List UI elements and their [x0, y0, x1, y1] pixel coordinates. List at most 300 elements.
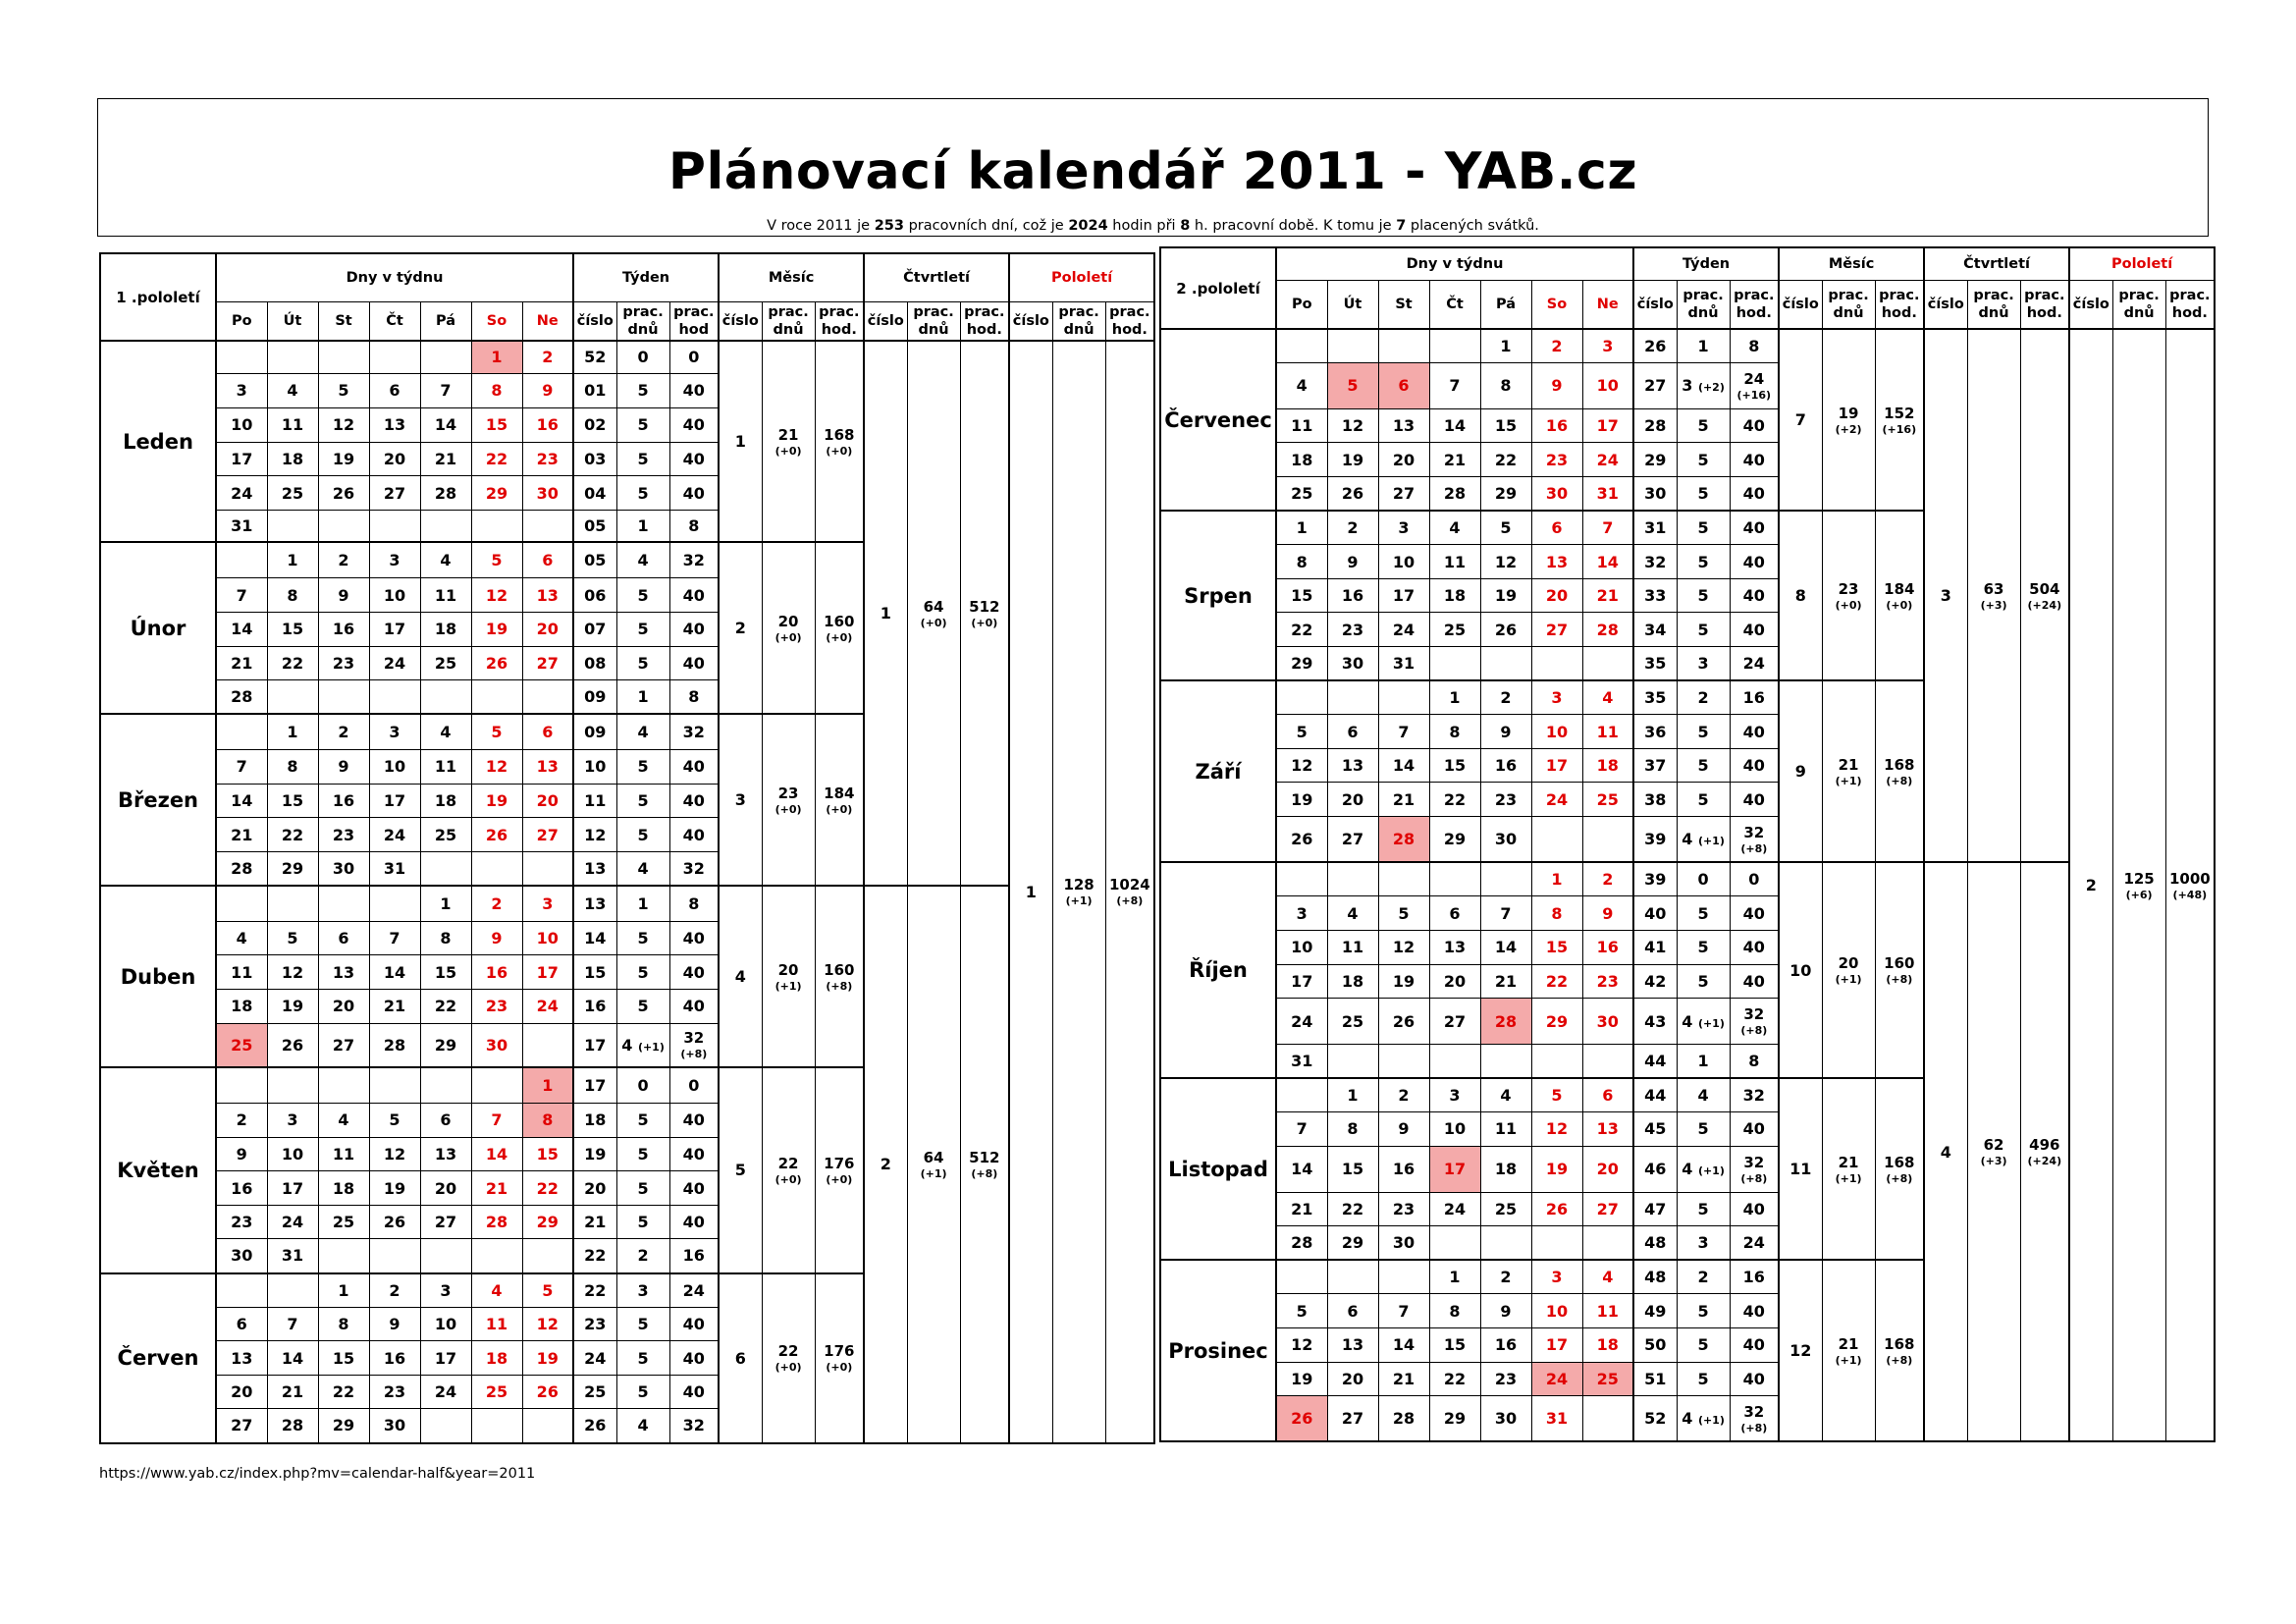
day-cell: 21	[1378, 1362, 1429, 1396]
empty-day-cell	[420, 341, 471, 373]
empty-day-cell	[318, 1067, 369, 1103]
day-cell: 30	[216, 1239, 267, 1273]
month-work-days	[762, 341, 815, 542]
week-number: 48	[1633, 1260, 1677, 1294]
month-work-days-diff: (+1)	[1835, 774, 1862, 787]
header-day-Pá: Pá	[420, 301, 471, 341]
header-prac: prac.	[1058, 303, 1099, 320]
week-work-hours: 0	[669, 1067, 719, 1103]
day-cell: 21	[1480, 964, 1531, 999]
empty-day-cell	[267, 886, 318, 921]
day-cell: 8	[267, 578, 318, 613]
header-number: číslo	[2069, 280, 2112, 329]
day-cell: 5	[369, 1104, 420, 1138]
day-cell: 24	[420, 1375, 471, 1409]
day-cell: 7	[1582, 511, 1633, 545]
week-work-days	[1677, 862, 1730, 896]
week-work-days	[1677, 1327, 1730, 1362]
day-cell: 4	[1582, 680, 1633, 715]
month-work-hours	[815, 542, 864, 714]
week-number: 14	[573, 921, 616, 955]
header-number: číslo	[1924, 280, 1967, 329]
day-cell: 11	[216, 955, 267, 990]
day-cell: 18	[1582, 1327, 1633, 1362]
header-hod: hod.	[1111, 321, 1148, 338]
day-cell: 6	[522, 714, 573, 749]
week-number: 23	[573, 1307, 616, 1341]
week-number: 17	[573, 1023, 616, 1067]
day-cell: 3	[420, 1273, 471, 1308]
half-work-days-diff: (+1)	[1065, 894, 1093, 908]
header-hod: hod.	[966, 321, 1002, 338]
day-cell: 12	[1327, 408, 1378, 443]
month-work-hours-value: 160	[824, 612, 855, 630]
half-work-days-value: 125	[2123, 869, 2155, 888]
day-cell: 12	[1480, 545, 1531, 579]
day-cell: 18	[1276, 443, 1327, 477]
day-cell: 26	[1480, 613, 1531, 647]
day-cell: 10	[420, 1307, 471, 1341]
header-day-Po: Po	[1276, 280, 1327, 329]
week-work-hours: 40	[669, 1104, 719, 1138]
week-work-hours: 40	[669, 646, 719, 680]
day-cell: 3	[267, 1104, 318, 1138]
day-cell: 16	[1378, 1146, 1429, 1192]
day-cell: 1	[420, 886, 471, 921]
day-cell: 21	[216, 818, 267, 852]
day-cell: 19	[1276, 1362, 1327, 1396]
day-cell: 13	[318, 955, 369, 990]
day-cell: 6	[1327, 1294, 1378, 1328]
day-cell: 1	[1480, 329, 1531, 363]
quarter-number: 1	[864, 341, 907, 886]
month-number: 3	[719, 714, 762, 886]
day-cell: 19	[1531, 1146, 1582, 1192]
quarter-number: 2	[864, 886, 907, 1443]
day-cell: 5	[1276, 715, 1327, 749]
empty-day-cell	[1378, 329, 1429, 363]
header-work-hours	[1875, 280, 1924, 329]
week-number: 10	[573, 750, 616, 785]
day-cell: 19	[1378, 964, 1429, 999]
week-work-days	[616, 373, 669, 407]
week-work-hours: 16	[1730, 1260, 1779, 1294]
day-cell: 23	[1582, 964, 1633, 999]
day-cell: 12	[318, 408, 369, 443]
day-cell: 28	[471, 1205, 522, 1239]
week-work-hours	[1730, 1396, 1779, 1442]
week-number: 42	[1633, 964, 1677, 999]
week-number: 28	[1633, 408, 1677, 443]
week-work-days	[1677, 999, 1730, 1045]
day-cell: 27	[1429, 999, 1480, 1045]
day-cell: 15	[1276, 578, 1327, 613]
empty-day-cell	[1276, 862, 1327, 896]
empty-day-cell	[1378, 680, 1429, 715]
day-cell: 29	[1531, 999, 1582, 1045]
empty-day-cell	[267, 510, 318, 542]
header-row-columns	[100, 301, 1154, 341]
day-cell: 28	[1276, 1226, 1327, 1261]
day-cell: 28	[267, 1409, 318, 1443]
header-week: Týden	[1633, 247, 1779, 280]
day-cell: 26	[1327, 477, 1378, 512]
day-cell: 18	[318, 1171, 369, 1206]
day-cell: 16	[369, 1341, 420, 1376]
day-cell: 6	[318, 921, 369, 955]
day-cell: 27	[1378, 477, 1429, 512]
week-work-hours: 8	[669, 886, 719, 921]
header-work-hours	[669, 301, 719, 341]
day-cell: 2	[1531, 329, 1582, 363]
empty-day-cell	[1582, 817, 1633, 863]
day-cell: 5	[267, 921, 318, 955]
empty-day-cell	[1429, 329, 1480, 363]
week-work-hours: 32	[669, 851, 719, 886]
day-cell: 22	[1531, 964, 1582, 999]
day-cell: 18	[1582, 748, 1633, 783]
week-work-hours: 24	[669, 1273, 719, 1308]
day-cell: 7	[420, 373, 471, 407]
month-number: 11	[1779, 1078, 1822, 1260]
month-work-hours	[815, 341, 864, 542]
empty-day-cell	[522, 510, 573, 542]
day-cell: 7	[1276, 1112, 1327, 1147]
day-cell: 3	[216, 373, 267, 407]
month-work-days	[1822, 1260, 1875, 1441]
day-cell: 18	[471, 1341, 522, 1376]
summary-work-hours: 2024	[1068, 218, 1108, 234]
week-number: 27	[1633, 363, 1677, 409]
week-work-days-value: 5	[1697, 1199, 1709, 1218]
day-cell: 26	[522, 1375, 573, 1409]
empty-day-cell	[420, 680, 471, 715]
month-work-days-value: 21	[777, 425, 799, 444]
month-work-days	[762, 886, 815, 1067]
day-cell: 14	[1582, 545, 1633, 579]
header-work-hours	[2020, 280, 2069, 329]
day-cell: 10	[1429, 1112, 1480, 1147]
week-number: 35	[1633, 680, 1677, 715]
week-work-days-value: 1	[637, 516, 649, 536]
day-cell: 5	[1327, 363, 1378, 409]
quarter-work-days-diff: (+1)	[920, 1166, 947, 1180]
day-cell: 21	[369, 990, 420, 1024]
day-cell: 23	[318, 818, 369, 852]
day-cell: 2	[318, 542, 369, 577]
header-work-hours	[1105, 301, 1154, 341]
week-work-days	[1677, 1112, 1730, 1147]
empty-day-cell	[522, 1239, 573, 1273]
header-prac: prac.	[2024, 287, 2065, 303]
day-cell: 11	[1582, 715, 1633, 749]
week-work-days-value: 4	[1682, 1409, 1693, 1429]
day-cell: 8	[522, 1104, 573, 1138]
week-number: 24	[573, 1341, 616, 1376]
week-work-hours: 40	[1730, 511, 1779, 545]
month-work-hours-value: 168	[824, 425, 855, 444]
day-cell: 28	[1582, 613, 1633, 647]
summary-text: h. pracovní době. K tomu je	[1190, 218, 1397, 234]
day-cell: 6	[522, 542, 573, 577]
header-number: číslo	[1633, 280, 1677, 329]
day-cell: 2	[369, 1273, 420, 1308]
header-day-Út: Út	[267, 301, 318, 341]
day-cell: 22	[267, 646, 318, 680]
half-work-days	[1052, 341, 1105, 1443]
month-work-hours-value: 168	[1884, 1153, 1915, 1171]
day-cell: 11	[267, 408, 318, 443]
week-work-days-value: 0	[1697, 870, 1709, 890]
month-work-hours	[815, 714, 864, 886]
day-cell: 26	[267, 1023, 318, 1067]
week-work-days-value: 5	[637, 415, 649, 435]
week-work-hours-value: 32	[683, 1029, 705, 1048]
day-cell: 29	[1276, 647, 1327, 681]
month-work-days	[1822, 862, 1875, 1078]
quarter-work-hours-diff: (+8)	[971, 1166, 998, 1180]
day-cell: 28	[1429, 477, 1480, 512]
empty-day-cell	[420, 851, 471, 886]
empty-day-cell	[1276, 680, 1327, 715]
quarter-work-days-value: 63	[1983, 579, 2004, 598]
day-cell: 24	[1582, 443, 1633, 477]
month-name-Listopad: Listopad	[1160, 1078, 1276, 1260]
week-work-days	[616, 1307, 669, 1341]
day-cell: 18	[1429, 578, 1480, 613]
week-work-days	[1677, 1362, 1730, 1396]
day-cell: 3	[1429, 1078, 1480, 1112]
week-work-hours-value: 32	[1743, 1153, 1765, 1171]
month-work-days-value: 20	[777, 612, 799, 630]
week-work-days	[1677, 578, 1730, 613]
month-number: 8	[1779, 511, 1822, 680]
day-cell: 4	[471, 1273, 522, 1308]
header-day-So: So	[471, 301, 522, 341]
header-number: číslo	[1009, 301, 1052, 341]
empty-day-cell	[369, 341, 420, 373]
quarter-number: 3	[1924, 329, 1967, 862]
day-cell: 5	[318, 373, 369, 407]
week-number: 22	[573, 1273, 616, 1308]
day-cell: 23	[1531, 443, 1582, 477]
day-cell: 17	[1531, 1327, 1582, 1362]
day-cell: 17	[1378, 578, 1429, 613]
week-work-days-value: 2	[1697, 1268, 1709, 1287]
empty-day-cell	[471, 851, 522, 886]
week-work-days	[1677, 1192, 1730, 1226]
month-work-days-diff: (+1)	[1835, 1171, 1862, 1185]
month-work-days-diff: (+1)	[1835, 973, 1862, 987]
month-work-hours-value: 168	[1884, 755, 1915, 774]
day-cell: 28	[1480, 999, 1531, 1045]
day-cell: 5	[522, 1273, 573, 1308]
week-work-days	[1677, 329, 1730, 363]
day-cell: 18	[216, 990, 267, 1024]
header-work-days	[1052, 301, 1105, 341]
day-cell: 2	[1327, 511, 1378, 545]
day-cell: 20	[1429, 964, 1480, 999]
empty-day-cell	[216, 714, 267, 749]
header-work-days	[1822, 280, 1875, 329]
week-work-days	[1677, 1294, 1730, 1328]
empty-day-cell	[471, 1239, 522, 1273]
week-work-days-value: 4	[1682, 830, 1693, 849]
half-work-hours-value: 1000	[2168, 869, 2211, 888]
quarter-work-hours-diff: (+24)	[2027, 598, 2062, 612]
week-work-hours: 8	[1730, 329, 1779, 363]
week-work-days-value: 5	[1697, 903, 1709, 923]
day-cell: 31	[1378, 647, 1429, 681]
empty-day-cell	[420, 1239, 471, 1273]
header-prac: prac.	[1828, 287, 1869, 303]
month-work-days	[762, 1067, 815, 1272]
week-work-days	[616, 341, 669, 373]
day-cell: 22	[1327, 1192, 1378, 1226]
header-prac: prac.	[1734, 287, 1775, 303]
week-work-hours: 40	[669, 818, 719, 852]
month-work-days-diff: (+2)	[1835, 422, 1862, 436]
empty-day-cell	[1276, 329, 1327, 363]
day-cell: 13	[522, 750, 573, 785]
quarter-work-hours	[960, 886, 1009, 1443]
day-cell: 27	[1327, 817, 1378, 863]
month-work-days	[1822, 329, 1875, 511]
day-cell: 16	[1582, 931, 1633, 965]
day-cell: 7	[1378, 715, 1429, 749]
header-prac: prac.	[1879, 287, 1920, 303]
header-work-days	[2112, 280, 2165, 329]
header-day-Čt: Čt	[1429, 280, 1480, 329]
day-cell: 10	[1582, 363, 1633, 409]
day-cell: 26	[1378, 999, 1429, 1045]
week-number: 02	[573, 408, 616, 443]
month-work-hours-diff: (+0)	[826, 444, 853, 458]
day-cell: 9	[318, 750, 369, 785]
week-number: 34	[1633, 613, 1677, 647]
header-work-hours	[960, 301, 1009, 341]
day-cell: 11	[1582, 1294, 1633, 1328]
header-hod: hod.	[821, 321, 857, 338]
week-work-days	[616, 990, 669, 1024]
day-cell: 24	[1276, 999, 1327, 1045]
header-work-hours	[1730, 280, 1779, 329]
day-cell: 8	[471, 373, 522, 407]
day-cell: 11	[1429, 545, 1480, 579]
week-work-days	[616, 542, 669, 577]
day-cell: 20	[420, 1171, 471, 1206]
week-work-days	[1677, 511, 1730, 545]
week-work-days	[1677, 1260, 1730, 1294]
day-cell: 8	[1276, 545, 1327, 579]
week-work-hours-diff: (+16)	[1736, 388, 1772, 402]
header-hod: hod.	[1881, 304, 1917, 321]
day-cell: 13	[1327, 1327, 1378, 1362]
day-cell: 1	[318, 1273, 369, 1308]
day-cell: 18	[1480, 1146, 1531, 1192]
day-cell: 23	[369, 1375, 420, 1409]
week-work-days-value: 5	[1697, 1119, 1709, 1139]
empty-day-cell	[1429, 647, 1480, 681]
day-cell: 29	[1327, 1226, 1378, 1261]
month-work-hours-value: 168	[1884, 1334, 1915, 1353]
week-work-hours	[1730, 363, 1779, 409]
week-work-hours-diff: (+8)	[1740, 841, 1768, 855]
week-work-days-value: 3	[1697, 1233, 1709, 1253]
month-number: 7	[1779, 329, 1822, 511]
week-work-days-value: 5	[637, 1178, 649, 1198]
header-prac: prac.	[2118, 287, 2160, 303]
half-year-2-table	[1159, 246, 2216, 1442]
day-cell: 7	[369, 921, 420, 955]
week-work-days	[616, 955, 669, 990]
day-cell: 22	[522, 1171, 573, 1206]
week-work-days-value: 4	[621, 1035, 633, 1055]
header-dnu: dnů	[773, 321, 804, 338]
month-name-Červenec: Červenec	[1160, 329, 1276, 511]
week-work-days-diff: (+2)	[1697, 381, 1725, 395]
day-cell: 2	[216, 1104, 267, 1138]
week-number: 32	[1633, 545, 1677, 579]
day-cell: 21	[1378, 783, 1429, 817]
day-cell: 12	[1378, 931, 1429, 965]
week-work-days	[616, 921, 669, 955]
week-work-days	[1677, 896, 1730, 931]
month-work-days-value: 22	[777, 1342, 799, 1361]
week-work-days	[1677, 680, 1730, 715]
half-work-hours-value: 1024	[1108, 876, 1150, 894]
week-work-days	[1677, 477, 1730, 512]
header-days-of-week: Dny v týdnu	[216, 253, 573, 301]
day-cell: 7	[1378, 1294, 1429, 1328]
week-work-days-value: 1	[1697, 337, 1709, 356]
quarter-work-hours-value: 504	[2029, 579, 2060, 598]
week-work-hours	[1730, 999, 1779, 1045]
day-cell: 27	[1582, 1192, 1633, 1226]
week-work-days-value: 3	[1682, 376, 1693, 396]
header-quarter: Čtvrtletí	[864, 253, 1009, 301]
day-cell: 17	[522, 955, 573, 990]
week-work-days	[616, 886, 669, 921]
quarter-work-days	[1967, 329, 2020, 862]
day-cell: 9	[1480, 715, 1531, 749]
day-cell: 4	[1480, 1078, 1531, 1112]
day-cell: 22	[267, 818, 318, 852]
day-cell: 7	[216, 750, 267, 785]
week-work-days-diff: (+1)	[637, 1040, 665, 1054]
day-cell: 28	[1378, 1396, 1429, 1442]
month-work-days	[1822, 1078, 1875, 1260]
week-work-days	[616, 784, 669, 818]
week-work-hours-diff: (+8)	[1740, 1421, 1768, 1435]
week-work-days-value: 4	[637, 723, 649, 742]
week-work-days-value: 4	[1682, 1011, 1693, 1031]
header-row-groups	[1160, 247, 2215, 280]
day-cell: 9	[1327, 545, 1378, 579]
day-cell: 20	[318, 990, 369, 1024]
week-work-hours: 40	[669, 1375, 719, 1409]
day-cell: 20	[522, 784, 573, 818]
week-number: 20	[573, 1171, 616, 1206]
month-work-hours	[1875, 511, 1924, 680]
day-cell: 8	[1480, 363, 1531, 409]
empty-day-cell	[216, 1067, 267, 1103]
day-cell: 9	[369, 1307, 420, 1341]
week-work-days-value: 5	[1697, 450, 1709, 469]
day-cell: 23	[1480, 783, 1531, 817]
week-number: 26	[573, 1409, 616, 1443]
day-cell: 19	[471, 612, 522, 646]
